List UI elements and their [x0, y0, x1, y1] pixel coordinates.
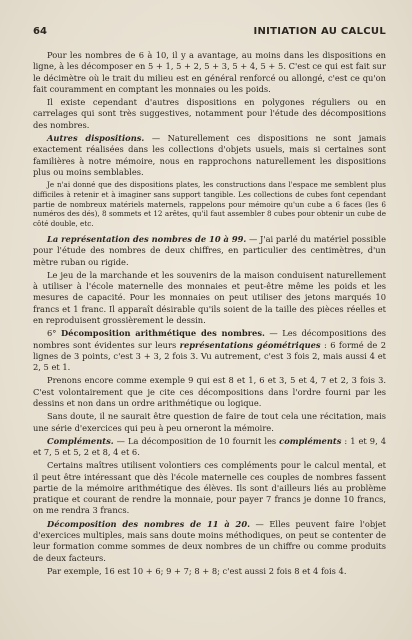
paragraph: Il existe cependant d'autres dispositions en polygones réguliers ou en carrelages qui sont très suggestives, notamment pour l'étude des décompositions des nombres. [33, 97, 386, 130]
section-heading: Décomposition des nombres de 11 à 20. [47, 518, 250, 529]
paragraph: 6° Décomposition arithmétique des nombres. — Les décompositions des nombres sont évidentes sur leurs représentations géométriques : 6 formé de 2 lignes de 3 points, c'est 3 + 3, 2 fois 3. Vu autrement, c'est 3 fois 2, mais aussi 4 et 2, 5 et 1. [33, 328, 386, 373]
running-title: INITIATION AU CALCUL [253, 26, 386, 37]
paragraph: Le jeu de la marchande et les souvenirs de la maison conduisent naturellement à utiliser à l'école maternelle des monnaies et peut-être même les poids et les mesures de capacité. Pour les monnaies on peut utiliser des jetons marqués 10 francs et 1 franc. Il apparaît désirable qu'ils soient de la taille des pièces réelles et en reproduisent grossièrement le dessin. [33, 269, 386, 325]
paragraph: Par exemple, 16 est 10 + 6; 9 + 7; 8 + 8; c'est aussi 2 fois 8 et 4 fois 4. [47, 565, 347, 576]
page-number: 64 [33, 26, 47, 37]
paragraph: Décomposition des nombres de 11 à 20. — Elles peuvent faire l'objet d'exercices multiples, mais sans doute moins méthodiques, on peut se contenter de leur formation comme sommes de deux nombres de un chiffre ou comme produits de deux facteurs. [33, 518, 386, 563]
section-heading: La représentation des nombres de 10 à 99. [47, 234, 247, 244]
section-number: 6° [47, 328, 57, 339]
note-paragraph: Je n'ai donné que des dispositions plates, les constructions dans l'espace me semblent plus difficiles à retenir et à imaginer sans support tangible. Les collections de cubes font cependant partie de nombreux matériels maternels, rappelons pour mémoire qu'un cube a 6 faces (les 6 numéros des dés), 8 sommets et 12 arêtes, qu'il faut assembler 8 cubes pour obtenir un cube de côté double, etc. [33, 180, 386, 229]
page-body [33, 50, 386, 577]
section-heading: Décomposition arithmétique des nombres. [60, 328, 265, 339]
paragraph: Compléments. — La décomposition de 10 fournit les compléments : 1 et 9, 4 et 7, 5 et 5, 2 et 8, 4 et 6. [33, 435, 387, 458]
paragraph: Pour les nombres de 6 à 10, il y a avantage, au moins dans les dispositions en ligne, à les décomposer en 5 + 1, 5 + 2, 5 + 3, 5 + 4, 5 + 5. C'est ce qui est fait sur le décimètre où le trait du milieu est en général renforcé ou allongé, c'est ce qu'on fait couramment en comptant les monnaies ou les poids. [33, 50, 386, 94]
section-heading: Compléments. [47, 435, 114, 446]
page-header [33, 26, 386, 37]
paragraph: Prenons encore comme exemple 9 qui est 8 et 1, 6 et 3, 5 et 4, 7 et 2, 3 fois 3. C'est volontairement que je cite ces décompositions dans l'ordre fourni par les dessins et non dans un ordre arithmétique ou logique. [33, 375, 386, 408]
section-heading: Autres dispositions. [47, 132, 145, 143]
paragraph: Sans doute, il ne saurait être question de faire de tout cela une récitation, mais une série d'exercices qui peu à peu orneront la mémoire. [33, 411, 386, 433]
paragraph: La représentation des nombres de 10 à 99. — J'ai parlé du matériel possible pour l'étude des nombres de deux chiffres, en particulier des centimètres, d'un mètre ruban ou rigide. [33, 234, 386, 267]
paragraph: Certains maîtres utilisent volontiers ces compléments pour le calcul mental, et il peut être intéressant que dès l'école maternelle ces couples de nombres fassent partie de la mémoire arithmétique des élèves. Ils sont d'ailleurs liés au problème pratique et courant de rendre la monnaie, pour payer 7 francs je donne 10 francs, on me rendra 3 francs. [33, 460, 386, 516]
paragraph: Autres dispositions. — Naturellement ces dispositions ne sont jamais exactement réalisées dans les collections d'objets usuels, mais si certaines sont familières à notre mémoire, nous en rapprochons naturellement les dispositions plus ou moins semblables. [33, 132, 386, 177]
